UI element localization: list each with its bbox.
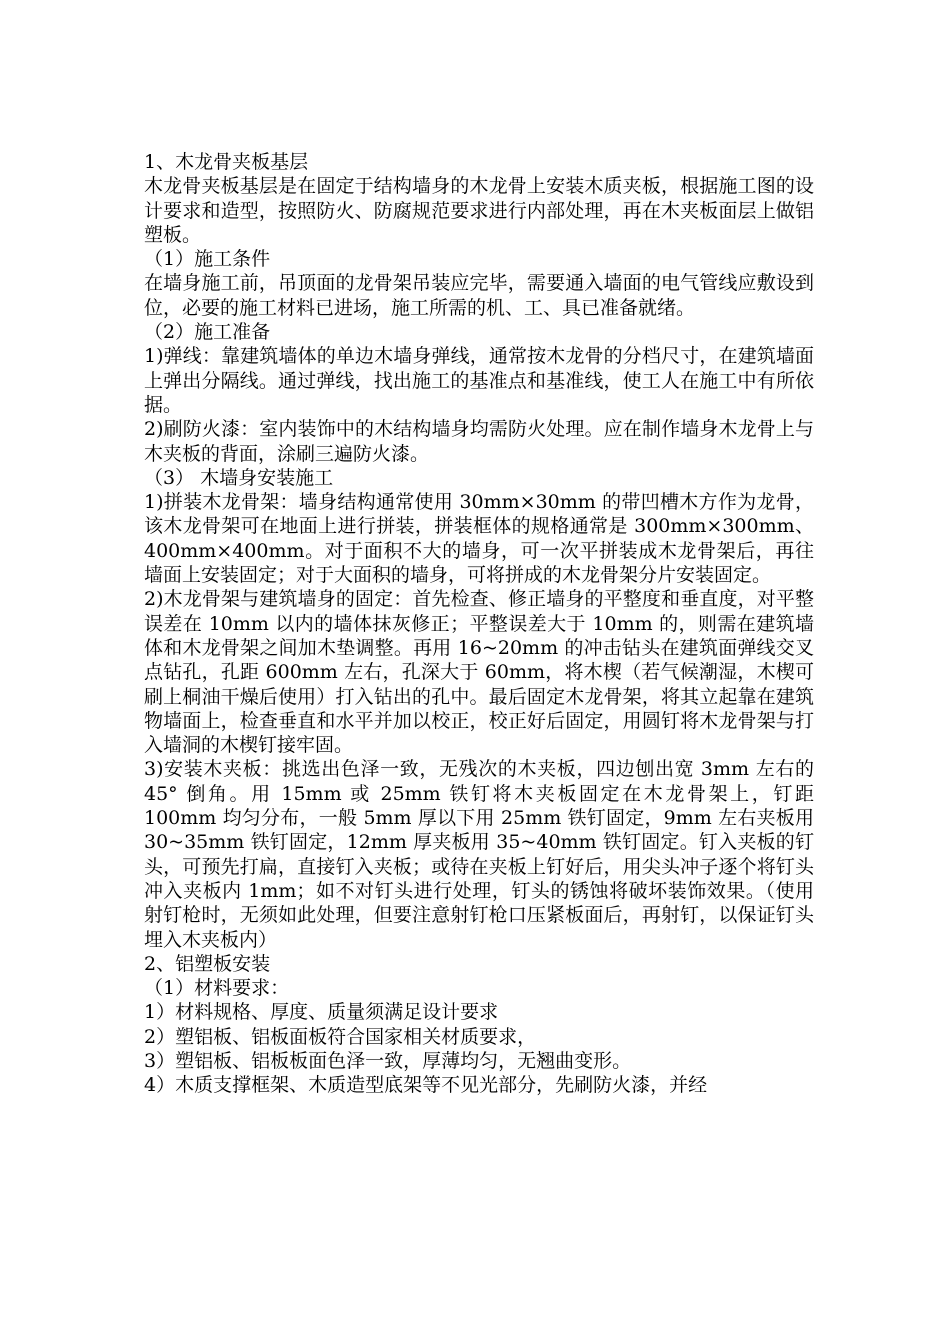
list-item: 3）塑铝板、铝板板面色泽一致，厚薄均匀，无翘曲变形。 (144, 1049, 632, 1072)
paragraph: 木龙骨夹板基层是在固定于结构墙身的木龙骨上安装木质夹板，根据施工图的设计要求和造型，按照防火、防腐规范要求进行内部处理，再在木夹板面层上做铝塑板。 (144, 175, 814, 246)
paragraph: 在墙身施工前，吊顶面的龙骨架吊装应完毕，需要通入墙面的电气管线应敷设到位，必要的施工材料已进场，施工所需的机、工、具已准备就绪。 (144, 272, 814, 319)
paragraph: 1)弹线：靠建筑墙体的单边木墙身弹线，通常按木龙骨的分档尺寸，在建筑墙面上弹出分隔线。通过弹线，找出施工的基准点和基准线，使工人在施工中有所依据。 (144, 345, 814, 416)
list-item: 1）材料规格、厚度、质量须满足设计要求 (144, 1001, 499, 1024)
paragraph: 3)安装木夹板：挑选出色泽一致，无残次的木夹板，四边刨出宽 3mm 左右的 45° 倒角。用 15mm 或 25mm 铁钉将木夹板固定在木龙骨架上，钉距 100mm 均匀分布，一般 5mm 厚以下用 25mm 铁钉固定，9mm 左右夹板用 30~35mm 铁钉固定，12mm 厚夹板用 35~40mm 铁钉固定。钉入夹板的钉头，可预先打扁，直接钉入夹板；或待在夹板上钉好后，用尖头冲子逐个将钉头冲入夹板内 1mm；如不对钉头进行处理，钉头的锈蚀将破坏装饰效果。（使用射钉枪时，无须如此处理，但要注意射钉枪口压紧板面后，再射钉，以保证钉头埋入木夹板内） (144, 758, 814, 951)
section-heading: 2、铝塑板安装 (144, 952, 271, 975)
subsection-heading: （1）施工条件 (144, 248, 271, 271)
subsection-heading: （2）施工准备 (144, 321, 271, 344)
subsection-heading: （3） 木墙身安装施工 (144, 466, 334, 489)
paragraph: 2)刷防火漆：室内装饰中的木结构墙身均需防火处理。应在制作墙身木龙骨上与木夹板的背面，涂刷三遍防火漆。 (144, 418, 814, 465)
document-body (144, 150, 814, 1098)
section-heading: 1、木龙骨夹板基层 (144, 151, 309, 173)
subsection-heading: （1）材料要求： (144, 977, 290, 1000)
list-item: 2）塑铝板、铝板面板符合国家相关材质要求， (144, 1025, 537, 1048)
list-item: 4）木质支撑框架、木质造型底架等不见光部分，先刷防火漆，并经 (144, 1074, 708, 1097)
paragraph: 2)木龙骨架与建筑墙身的固定：首先检查、修正墙身的平整度和垂直度，对平整误差在 10mm 以内的墙体抹灰修正；平整误差大于 10mm 的，则需在建筑墙体和木龙骨架之间加木垫调整。再用 16~20mm 的冲击钻头在建筑面弹线交叉点钻孔，孔距 600mm 左右，孔深大于 60mm，将木楔（若气候潮湿，木楔可刷上桐油干燥后使用）打入钻出的孔中。最后固定木龙骨架，将其立起靠在建筑物墙面上，检查垂直和水平并加以校正，校正好后固定，用圆钉将木龙骨架与打入墙洞的木楔钉接牢固。 (144, 588, 814, 757)
paragraph: 1)拼装木龙骨架：墙身结构通常使用 30mm×30mm 的带凹槽木方作为龙骨，该木龙骨架可在地面上进行拼装，拼装框体的规格通常是 300mm×300mm、400mm×400mm。对于面积不大的墙身，可一次平拼装成木龙骨架后，再往墙面上安装固定；对于大面积的墙身，可将拼成的木龙骨架分片安装固定。 (144, 491, 814, 587)
